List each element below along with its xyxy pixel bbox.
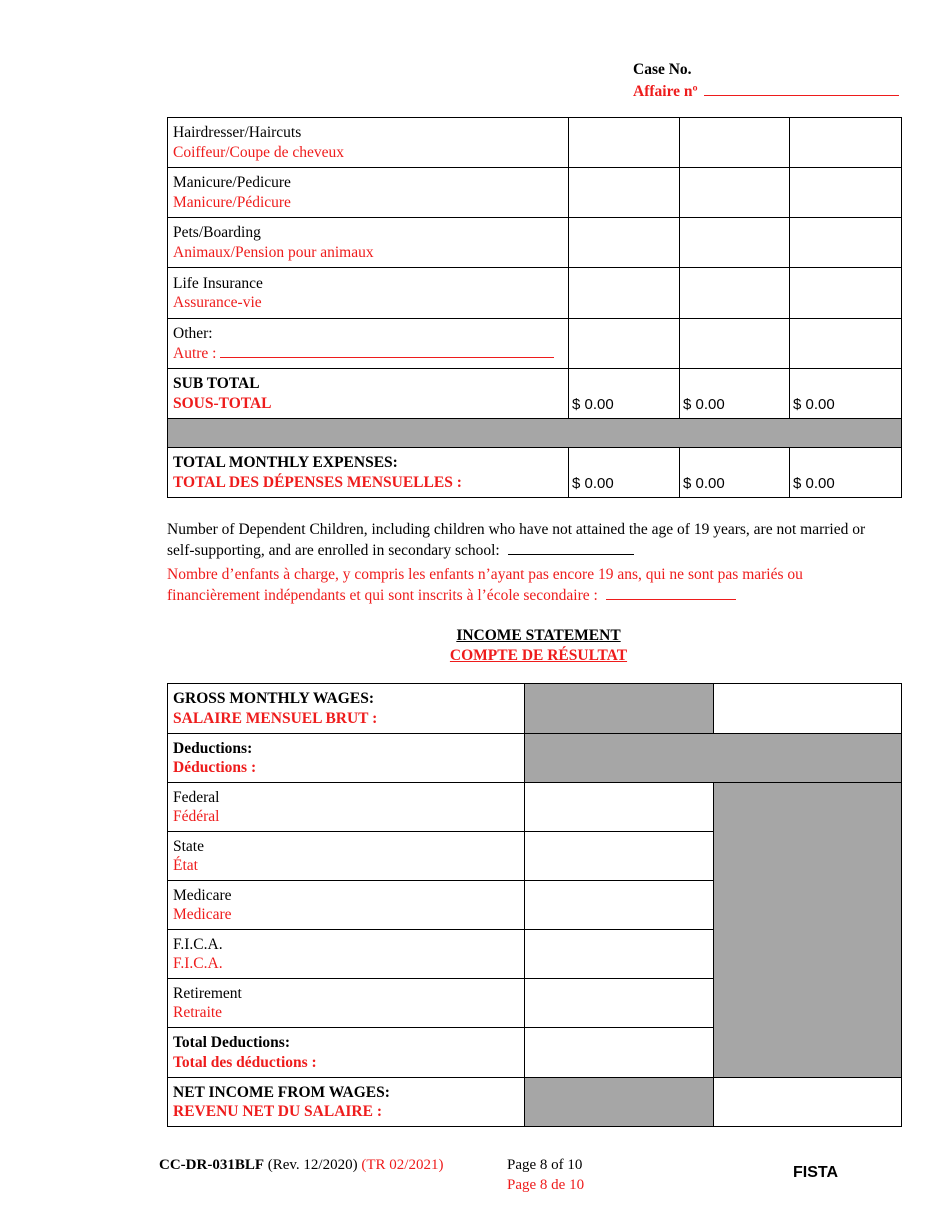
case-label: Case No. — [633, 61, 692, 78]
deduction-amount-field[interactable] — [525, 783, 714, 832]
subtotal-value: $ 0.00 — [790, 369, 902, 419]
net-income-row — [168, 1078, 902, 1127]
case-number-block — [633, 60, 899, 102]
expense-label-cell: Pets/Boarding Animaux/Pension pour animaux — [168, 218, 569, 268]
other-label-fr: Autre : — [173, 345, 217, 362]
subtotal-label-cell: SUB TOTAL SOUS-TOTAL — [168, 369, 569, 419]
amount-field[interactable] — [569, 319, 680, 369]
subtotal-value: $ 0.00 — [569, 369, 680, 419]
expense-row-other — [168, 319, 902, 369]
amount-field[interactable] — [790, 218, 902, 268]
total-value: $ 0.00 — [569, 448, 680, 498]
deduction-label-cell: Medicare Medicare — [168, 881, 525, 930]
dependents-text: Number of Dependent Children, including children who have not attained the age of 19 years, are not married or self-supporting, and are enrolled in secondary school: — [167, 521, 866, 559]
deduction-amount-field[interactable] — [525, 979, 714, 1028]
case-number-field[interactable] — [704, 80, 899, 96]
gray-cell — [525, 734, 902, 783]
amount-field[interactable] — [790, 319, 902, 369]
net-income-field[interactable] — [714, 1078, 902, 1127]
expense-label-cell: Life Insurance Assurance-vie — [168, 268, 569, 319]
deductions-label-cell: Deductions: Déductions : — [168, 734, 525, 783]
dependents-count-field[interactable] — [508, 540, 634, 555]
total-value: $ 0.00 — [790, 448, 902, 498]
amount-field[interactable] — [790, 118, 902, 168]
deduction-label-cell: F.I.C.A. F.I.C.A. — [168, 930, 525, 979]
amount-field[interactable] — [680, 168, 790, 218]
gross-row — [168, 684, 902, 734]
deduction-amount-field[interactable] — [525, 881, 714, 930]
gray-cell — [525, 684, 714, 734]
expense-row — [168, 168, 902, 218]
amount-field[interactable] — [680, 268, 790, 319]
dependents-text-fr: Nombre d’enfants à charge, y compris les enfants n’ayant pas encore 19 ans, qui ne sont pas mariés ou financièrement indépendants et qui sont inscrits à l’école secondaire : — [167, 566, 803, 604]
income-title-fr: COMPTE DE RÉSULTAT — [449, 647, 628, 664]
income-title: INCOME STATEMENT — [456, 627, 621, 644]
amount-field[interactable] — [790, 268, 902, 319]
deduction-row — [168, 783, 902, 832]
gross-label-cell: GROSS MONTHLY WAGES: SALAIRE MENSUEL BRUT : — [168, 684, 525, 734]
income-table — [167, 683, 902, 1127]
dependents-count-field-fr[interactable] — [606, 585, 736, 600]
total-deductions-label-cell: Total Deductions: Total des déductions : — [168, 1028, 525, 1078]
total-deductions-field[interactable] — [525, 1028, 714, 1078]
amount-field[interactable] — [680, 319, 790, 369]
subtotal-value: $ 0.00 — [680, 369, 790, 419]
gray-block — [714, 783, 902, 1078]
deduction-label-cell: Federal Fédéral — [168, 783, 525, 832]
amount-field[interactable] — [680, 218, 790, 268]
expense-row — [168, 218, 902, 268]
expense-row — [168, 268, 902, 319]
amount-field[interactable] — [569, 118, 680, 168]
total-row — [168, 448, 902, 498]
subtotal-row — [168, 369, 902, 419]
net-income-label-cell: NET INCOME FROM WAGES: REVENU NET DU SALAIRE : — [168, 1078, 525, 1127]
deduction-label-cell: Retirement Retraite — [168, 979, 525, 1028]
amount-field[interactable] — [790, 168, 902, 218]
gray-separator — [168, 419, 902, 448]
amount-field[interactable] — [569, 168, 680, 218]
fista-brand: FISTA — [793, 1164, 839, 1181]
amount-field[interactable] — [569, 268, 680, 319]
expense-label-cell: Other: Autre : — [168, 319, 569, 369]
deductions-header-row — [168, 734, 902, 783]
case-label-fr: Affaire nº — [633, 83, 698, 100]
gross-amount-field[interactable] — [714, 684, 902, 734]
page-number: Page 8 of 10 Page 8 de 10 — [507, 1157, 585, 1193]
gray-cell — [525, 1078, 714, 1127]
expense-row — [168, 118, 902, 168]
total-value: $ 0.00 — [680, 448, 790, 498]
other-description-field[interactable] — [220, 343, 554, 358]
expense-label-cell: Hairdresser/Haircuts Coiffeur/Coupe de cheveux — [168, 118, 569, 168]
form-identifier: CC-DR-031BLF (Rev. 12/2020) (TR 02/2021) — [159, 1157, 444, 1173]
separator-row — [168, 419, 902, 448]
amount-field[interactable] — [569, 218, 680, 268]
expense-label-cell: Manicure/Pedicure Manicure/Pédicure — [168, 168, 569, 218]
expenses-table — [167, 117, 902, 498]
amount-field[interactable] — [680, 118, 790, 168]
total-label-cell: TOTAL MONTHLY EXPENSES: TOTAL DES DÉPENSES MENSUELLES : — [168, 448, 569, 498]
deduction-amount-field[interactable] — [525, 930, 714, 979]
deduction-amount-field[interactable] — [525, 832, 714, 881]
deduction-label-cell: State État — [168, 832, 525, 881]
